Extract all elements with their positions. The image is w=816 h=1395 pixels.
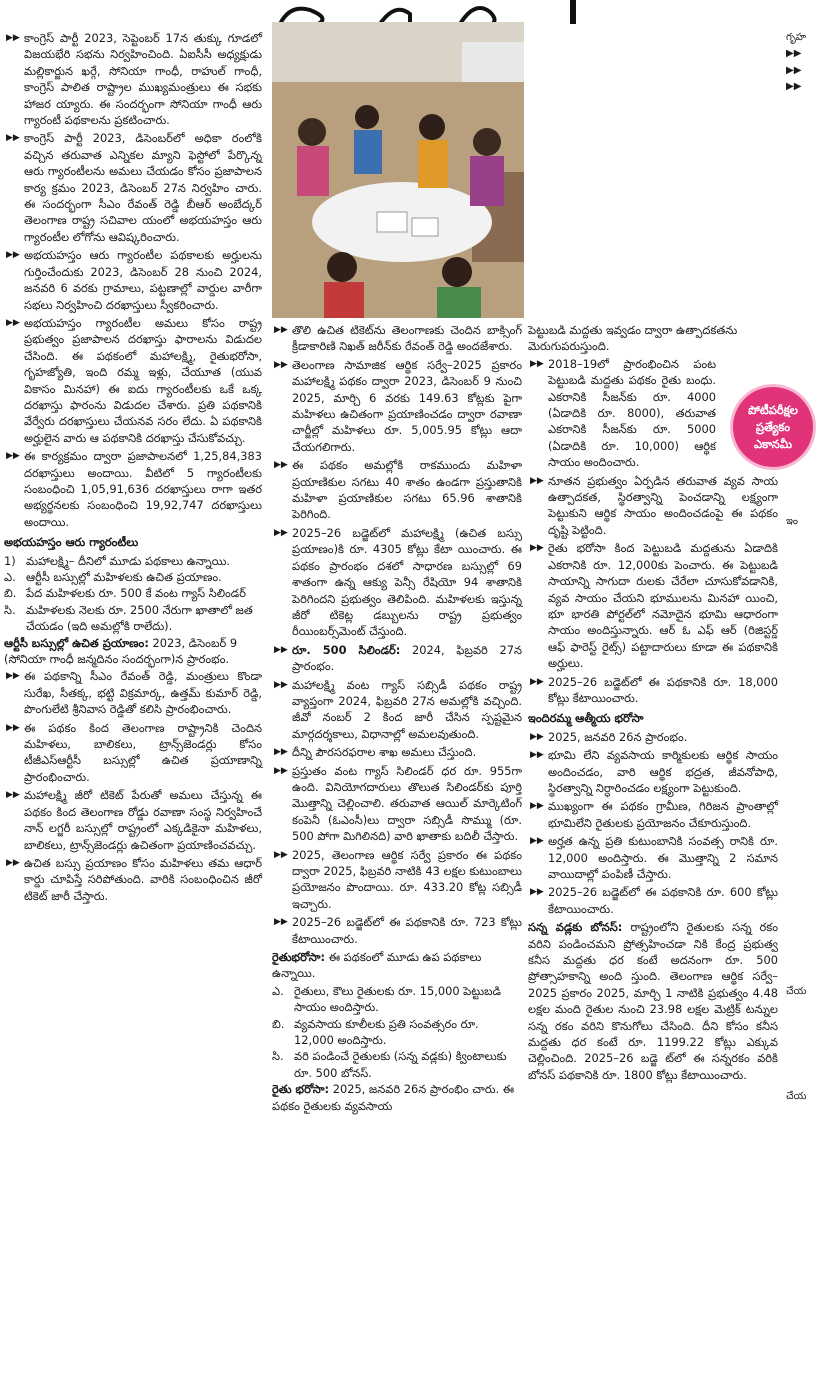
list-item: సి. మహిళలకు నెలకు రూ. 2500 నేరుగా ఖాతాలో జత చేయడం (ఇది అమల్లోకి రాలేదు). (4, 602, 253, 634)
bullet-arrow-icon: ▶▶ (786, 64, 802, 76)
bullet-arrow-icon: ▶▶ (274, 325, 288, 335)
column-1 (4, 30, 262, 906)
bullet-paragraph: ▶▶ 2025–26 బడ్జెట్‌లో మహాలక్ష్మి (ఉచిత బస్సు ప్రయాణం)కి రూ. 4305 కోట్లు కేటా యించారు. ఈ పథకం ప్రారంభం దశలో సాధారణ బస్సుల్లో 69 శాతంగా ఉన్న ఆక్యు పెన్సీ రేషియో 94 శాతానికి పెరిగిందని ప్రభుత్వం తెలిపింది. మహిళలకు ఇస్తున్న జీరో టికెట్ల డబ్బులను రాష్ట్ర ప్రభుత్వం రీయింబర్స్‌మెంట్ చేస్తుంది. (274, 525, 522, 639)
bullet-paragraph: ▶▶ అర్హత ఉన్న ప్రతి కుటుంబానికి సంవత్స రానికి రూ. 12,000 అందిస్తారు. ఈ మొత్తాన్ని 2 సమాన వాయిదాల్లో పంపిణీ చేస్తారు. (530, 834, 778, 881)
clipped-text: చేయ (786, 1091, 807, 1102)
bullet-arrow-icon: ▶▶ (274, 747, 288, 758)
column-4-clipped (786, 30, 807, 96)
bullet-paragraph: ▶▶ ఈ పథకాన్ని సీఎం రేవంత్ రెడ్డి, మంత్రులు కొండా సురేఖ, సీతక్క, భట్టి విక్రమార్క, ఉత్తమ్ కుమార్ రెడ్డి, పొంగులేటి శ్రీనివాస రెడ్డితో కలిసి ప్రారంభించారు. (6, 669, 262, 717)
bullet-arrow-icon: ▶▶ (530, 676, 544, 687)
list-item: బి. వ్యవసాయ కూలీలకు ప్రతి సంవత్సరం రూ. 12,000 అందిస్తారు. (272, 1016, 479, 1048)
bullet-paragraph: ▶▶ మహాలక్ష్మి జీరో టికెట్ పేరుతో అమలు చేస్తున్న ఈ పథకం కింద తెలంగాణ రోడ్డు రవాణా సంస్థ నిర్వహించే నాన్ లగ్జరీ బస్సుల్లో రాష్ట్రంలో ఎక్కడికైనా మహిళలు, బాలికలు, ట్రాన్స్‌జెండర్లు ఉచితంగా ప్రయాణించవచ్చు. (6, 788, 262, 852)
bullet-arrow-icon: ▶▶ (6, 317, 20, 328)
list-item: సి. వరి పండించే రైతులకు (సన్న వడ్లకు) క్వింటాలుకు రూ. 500 బోనస్. (272, 1049, 507, 1080)
bullet-arrow-icon: ▶▶ (6, 671, 20, 682)
list-item: ఎ. ఆర్టీసీ బస్సుల్లో మహిళలకు ఉచిత ప్రయాణం. (4, 570, 222, 584)
bullet-arrow-icon: ▶▶ (786, 81, 802, 93)
bullet-arrow-icon: ▶▶ (274, 849, 288, 860)
bullet-paragraph: ▶▶ భూమి లేని వ్యవసాయ కార్మికులకు ఆర్థిక సాయం అందించడం, వారి ఆర్థిక భద్రత, జీవనోపాధి, స్థిరత్వాన్ని నిర్ధారించడం లక్ష్యంగా పెట్టుకుంది. (530, 748, 778, 795)
list-item: ఎ. రైతులు, కౌలు రైతులకు రూ. 15,000 పెట్టుబడి సాయం అందిస్తారు. (272, 983, 501, 1015)
badge-line: ప్రత్యేకం (755, 419, 791, 434)
badge-line: పోటీపరీక్షల (748, 402, 798, 417)
list-item: 1) మహాలక్ష్మి– దీనిలో మూడు పథకాలు ఉన్నాయి. (4, 553, 230, 568)
bullet-paragraph: ▶▶ అభయహస్తం గ్యారంటీల అమలు కోసం రాష్ట్ర ప్రభుత్వం ప్రజాపాలన దరఖాస్తు ఫారాలను విడుదల చేసింది. ఈ పథకంలో మహాలక్ష్మి, రైతుభరోసా, గృహజ్యోతి, ఇంది రమ్మ ఇళ్లు, చేయూత (యువ వికాసం మినహా) ఈ ఐదు గ్యారంటీలకు ఒకే ఒక్క దరఖాస్తు ఫారంను విడుదల చేశారు. ప్రతి పథకానికి వేర్వేరు దరఖాస్తులు చేయనవ సరం లేదు. ఏ పథకానికి అర్హులైన వారు ఆ పథకానికి దరఖాస్తు చేసుకోవచ్చు. (6, 315, 262, 445)
subsection-paragraph: రైతు భరోసా: 2025, జనవరి 26న ప్రారంభిం చారు. ఈ పథకం రైతులకు వ్యవసాయ (272, 1082, 515, 1113)
bullet-arrow-icon: ▶▶ (274, 644, 288, 655)
bullet-paragraph: ▶▶ ఉచిత బస్సు ప్రయాణం కోసం మహిళలు తమ ఆధార్ కార్డు చూపిస్తే సరిపోతుంది. వారికి సంబంధించిన జీరో టికెట్ జారీ చేస్తారు. (6, 855, 262, 903)
page-header-fragment (270, 0, 600, 24)
bullet-paragraph: ▶▶ అభయహస్తం ఆరు గ్యారంటీల పథకాలకు అర్హులను గుర్తించేందుకు 2023, డిసెంబర్ 28 నుంచి 2024, జనవరి 6 వరకు గ్రామాలు, పట్టణాల్లో వార్డుల వారీగా సభలు నిర్వహించి దరఖాస్తులు స్వీకరించారు. (6, 248, 262, 312)
bullet-paragraph: ▶▶ 2025–26 బడ్జెట్‌లో ఈ పథకానికి రూ. 723 కోట్లు కేటాయించారు. (274, 915, 522, 946)
bullet-paragraph: ▶▶ ప్రస్తుతం వంట గ్యాస్ సిలిండర్ ధర రూ. 955గా ఉంది. వినియోగదారులు తొలుత సిలిండర్‌కు పూర్తి మొత్తాన్ని చెల్లించాలి. తరువాత ఆయిల్ మార్కెటింగ్ కంపెనీ (ఓఎంసీ)లు ద్వారా సబ్సిడీ సొమ్ము (రూ. 500 పోగా మిగిలినది) వారి ఖాతాకు బదిలీ చేస్తారు. (274, 763, 522, 844)
bullet-arrow-icon: ▶▶ (530, 358, 544, 369)
bullet-paragraph: ▶▶ మహాలక్ష్మి వంట గ్యాస్ సబ్సిడీ పథకం రాష్ట్ర వ్యాప్తంగా 2024, ఫిబ్రవరి 27న అమల్లోకి వచ్చింది. జీవో నంబర్ 2 కింద జారీ చేసిన స్పష్టమైన మార్గదర్శకాలు, విధానాల్లో అమలవుతుంది. (274, 677, 522, 741)
bullet-arrow-icon: ▶▶ (274, 359, 288, 370)
subsection-paragraph: ఆర్టీసీ బస్సుల్లో ఉచిత ప్రయాణం: 2023, డిసెంబర్ 9 (సోనియా గాంధీ జన్మదినం సందర్భంగా)న ప్రారంభం. (4, 635, 238, 667)
bullet-paragraph: ▶▶ 2025–26 బడ్జెట్‌లో ఈ పథకానికి రూ. 600 కోట్లు కేటాయించారు. (530, 885, 778, 916)
bullet-paragraph: ▶▶ ఈ పథకం అమల్లోకి రాకముందు మహిళా ప్రయాణికుల సగటు 40 శాతం ఉండగా ప్రస్తుతానికి మహిళా ప్రయాణికుల సగటు 65.96 శాతానికి పెరిగింది. (274, 458, 522, 522)
bullet-paragraph: ▶▶ ఈ కార్యక్రమం ద్వారా ప్రజాపాలనలో 1,25,84,383 దరఖాస్తులు అందాయి. వీటిలో 5 గ్యారంటీలకు సంబంధించి 1,05,91,636 దరఖాస్తులు రాగా ఇతర అభ్యర్థనలకు సంబంధించి 19,92,747 దరఖాస్తులు అందాయి. (6, 449, 262, 529)
bullet-arrow-icon: ▶▶ (6, 250, 20, 261)
bullet-arrow-icon: ▶▶ (6, 857, 20, 868)
clipped-text: చేయ (786, 986, 807, 997)
bullet-paragraph: ▶▶ కాంగ్రెస్ పార్టీ 2023, డిసెంబర్‌లో అధికా రంలోకి వచ్చిన తరువాత ఎన్నికల మ్యాని ఫెస్టోలో పేర్కొన్న ఆరు గ్యారంటీలను అమలు చేయడం కోసం ప్రజాపాలన కార్య క్రమం 2023, డిసెంబర్ 27న నిర్వహిం చారు. ఈ సందర్భంగా సీఎం రేవంత్ రెడ్డి బీఆర్ అంబేద్కర్ తెలంగాణ రాష్ట్ర సచివాల యంలో అభయహస్తం ఆరు గ్యారంటీల లోగోను ఆవిష్కరించారు. (6, 131, 262, 244)
bullet-arrow-icon: ▶▶ (274, 917, 288, 928)
clipped-text: ఇం (786, 516, 798, 527)
bullet-arrow-icon: ▶▶ (786, 48, 802, 60)
continued-paragraph: పెట్టుబడి మద్దతు ఇవ్వడం ద్వారా ఉత్పాదకతను మెరుగుపరుస్తుంది. (528, 323, 738, 354)
bullet-paragraph: ▶▶ 2025, జనవరి 26న ప్రారంభం. (530, 729, 688, 744)
section-title: అభయహస్తం ఆరు గ్యారంటీలు (4, 535, 139, 550)
bullet-paragraph: ▶▶ 2018–19లో ప్రారంభించిన పంట పెట్టుబడి మద్దతు పథకం రైతు బంధు. ఎకరానికి సీజన్‌కు రూ. 4000 (ఏడాదికి రూ. 8000), తరువాత ఎకరానికి సీజన్‌కు రూ. 5000 (ఏడాదికి రూ. 10,000) ఆర్థిక సాయం అందించారు. (530, 356, 716, 470)
clipped-text: గృహ (786, 32, 807, 43)
bullet-paragraph: ▶▶ రైతు భరోసా కింద పెట్టుబడి మద్దతును ఏడాదికి ఎకరానికి రూ. 12,000కు పెంచారు. ఈ పెట్టుబడి సాయాన్ని సాగుదా రులకు చేరేలా చూసుకోవడానికి, వ్యవ సాయం చేయని భూములను మినహా యించి, భూ భారతి పోర్టల్‌లో నమోదైన భూమి ఆధారంగా సాయం అందిస్తున్నారు. ఆర్ ఓ ఎఫ్ ఆర్ (రిజిస్టర్డ్ ఆఫ్ ఫారెస్ట్ రైట్స్) పట్టాదారులు కూడా ఈ పథకానికి అర్హులు. (530, 541, 778, 671)
bullet-paragraph: ▶▶ తెలంగాణ సామాజిక ఆర్థిక సర్వే–2025 ప్రకారం మహాలక్ష్మి పథకం ద్వారా 2023, డిసెంబర్ 9 నుంచి 2025, మార్చి 6 వరకు 149.63 కోట్లకు పైగా మహిళలు ఉచితంగా ప్రయాణించడం ద్వారా రవాణా చార్జీల్లో మహిళలు రూ. 5,005.95 కోట్లు ఆదా చేయగలిగారు. (274, 357, 522, 454)
bullet-paragraph: ▶▶ నూతన ప్రభుత్వం ఏర్పడిన తరువాత వ్యవ సాయ ఉత్పాదకత, స్థిరత్వాన్ని పెంచడాన్ని లక్ష్యంగా పెట్టుకుని ఆర్థిక సాయం అందించడంపై ఈ పథకం దృష్టి పెట్టింది. (530, 473, 778, 537)
bullet-paragraph: ▶▶ రూ. 500 సిలిండర్: 2024, ఫిబ్రవరి 27న ప్రారంభం. (274, 642, 522, 674)
bullet-arrow-icon: ▶▶ (274, 765, 288, 776)
bullet-paragraph: ▶▶ 2025, తెలంగాణ ఆర్థిక సర్వే ప్రకారం ఈ పథకం ద్వారా 2025, ఫిబ్రవరి నాటికి 43 లక్షల కుటుంబాలు ప్రయోజనం పొందాయి. రూ. 433.20 కోట్ల సబ్సిడీ ఇచ్చారు. (274, 847, 522, 911)
bullet-paragraph: ▶▶ ఈ పథకం కింద తెలంగాణ రాష్ట్రానికి చెందిన మహిళలు, బాలికలు, ట్రాన్స్‌జెండర్లు కోసం టీజీఎస్ఆర్టీసీ బస్సుల్లో ఉచిత ప్రయాణాన్ని ప్రారంభించారు. (6, 720, 262, 784)
bullet-arrow-icon: ▶▶ (530, 731, 544, 742)
bullet-arrow-icon: ▶▶ (6, 790, 20, 801)
bullet-arrow-icon: ▶▶ (6, 451, 20, 462)
special-badge (730, 384, 816, 470)
bullet-arrow-icon: ▶▶ (274, 679, 288, 690)
bullet-paragraph: ▶▶ కాంగ్రెస్ పార్టీ 2023, సెప్టెంబర్ 17న తుక్కు గూడలో విజయభేరి సభను నిర్వహించింది. ఏఐసీసీ అధ్యక్షుడు మల్లికార్జున ఖర్గే, సోనియా గాంధీ, రాహుల్ గాంధీ, కాంగ్రెస్ పాలిత రాష్ట్రాల ముఖ్యమంత్రులు ఈ సభకు హాజర య్యారు. ఈ సందర్భంగా సోనియా గాంధీ ఆరు గ్యారంటీ పథకాలను ప్రకటించారు. (6, 31, 262, 128)
bullet-arrow-icon: ▶▶ (6, 722, 20, 733)
bullet-arrow-icon: ▶▶ (274, 527, 288, 538)
bullet-arrow-icon: ▶▶ (530, 836, 544, 847)
bullet-arrow-icon: ▶▶ (530, 801, 544, 812)
bullet-arrow-icon: ▶▶ (6, 133, 20, 144)
badge-line: ఎకానమీ (753, 436, 793, 451)
bullet-paragraph: ▶▶ తొలి ఉచిత టికెట్‌ను తెలంగాణకు చెందిన బాక్సింగ్ క్రీడాకారిణి నిఖత్ జరీన్‌కు రేవంత్ రెడ్డి అందజేశారు. (274, 323, 522, 354)
bullet-paragraph: ▶▶ ముఖ్యంగా ఈ పథకం గ్రామీణ, గిరిజన ప్రాంతాల్లో భూమిలేని రైతులకు ప్రయోజనం చేకూరుస్తుంది. (530, 799, 778, 830)
section-title: ఇందిరమ్మ ఆత్మీయ భరోసా (528, 711, 644, 726)
bullet-arrow-icon: ▶▶ (530, 887, 544, 898)
bullet-arrow-icon: ▶▶ (6, 33, 20, 43)
column-2 (272, 322, 522, 1115)
list-item: బి. పేద మహిళలకు రూ. 500 కే వంట గ్యాస్ సిలిండర్ (4, 586, 246, 601)
bullet-paragraph: ▶▶ దీన్ని పౌరసరఫరాల శాఖ అమలు చేస్తుంది. (274, 745, 477, 760)
bullet-arrow-icon: ▶▶ (530, 543, 544, 554)
bullet-arrow-icon: ▶▶ (530, 750, 544, 761)
news-photo (272, 22, 524, 318)
bullet-arrow-icon: ▶▶ (274, 460, 288, 471)
subsection-paragraph: రైతుభరోసా: ఈ పథకంలో మూడు ఉప పథకాలు ఉన్నాయి. (272, 950, 482, 981)
bullet-arrow-icon: ▶▶ (530, 475, 544, 486)
subsection-paragraph: సన్న వడ్లకు బోనస్: రాష్ట్రంలోని రైతులకు సన్న రకం వరిని పండించమని ప్రోత్సహించడా నికి కేంద్ర ప్రభుత్వ కనీస మద్దతు ధర కంటే అదనంగా రూ. 500 ప్రోత్సాహకాన్ని అంది స్తుంది. తెలంగాణ ఆర్థిక సర్వే– 2025 ప్రకారం 2025, మార్చి 1 నాటికి ప్రభుత్వం 4.48 లక్షల మంది రైతుల నుంచి 23.98 లక్షల మెట్రిక్ టన్నుల సన్న రకం వరిని కొనుగోలు చేసింది. దీని కోసం కనీస మద్దతు ధర కంటే రూ. 1199.22 కోట్లు ఎక్కువ చెల్లించింది. 2025–26 బడ్జె ట్‌లో ఈ సన్నరకం వరికి బోనస్ పథకానికి రూ. 1800 కోట్లు కేటాయించారు. (528, 920, 778, 1082)
bullet-paragraph: ▶▶ 2025–26 బడ్జెట్‌లో ఈ పథకానికి రూ. 18,000 కోట్లు కేటాయించారు. (530, 674, 778, 705)
